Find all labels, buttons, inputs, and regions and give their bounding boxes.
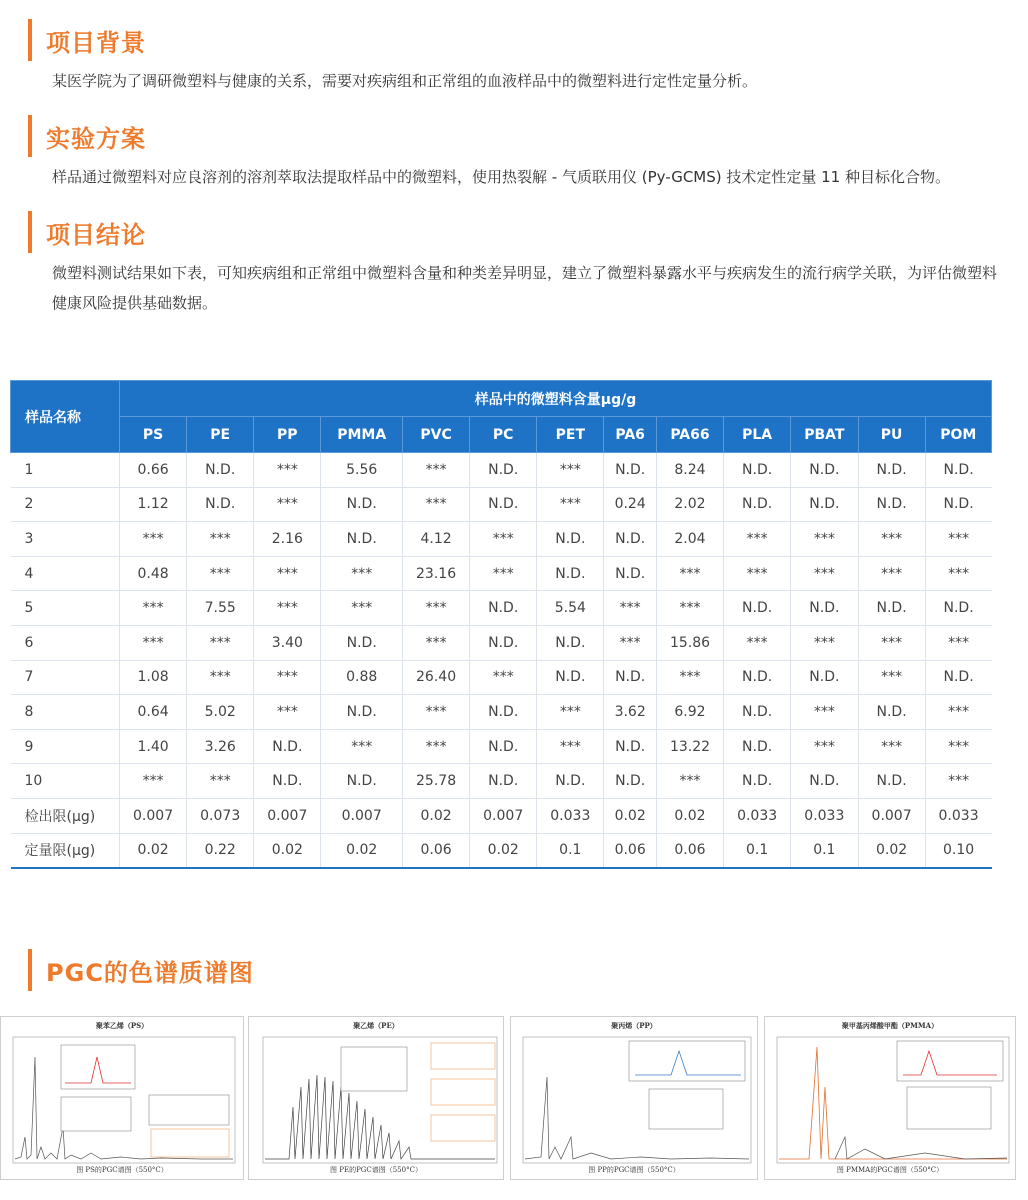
- table-cell: 3.26: [187, 729, 254, 764]
- table-cell: 0.66: [120, 453, 187, 488]
- table-cell: 0.48: [120, 556, 187, 591]
- table-cell: ***: [604, 591, 657, 626]
- table-cell: ***: [791, 556, 858, 591]
- table-cell: ***: [724, 556, 791, 591]
- table-cell: N.D.: [470, 695, 537, 730]
- table-cell: N.D.: [604, 522, 657, 557]
- table-cell: ***: [187, 625, 254, 660]
- table-cell: 0.10: [925, 833, 991, 868]
- table-cell: ***: [925, 729, 991, 764]
- table-cell: 2.16: [254, 522, 321, 557]
- table-cell: 0.06: [604, 833, 657, 868]
- table-cell: 3.62: [604, 695, 657, 730]
- table-cell: N.D.: [604, 764, 657, 799]
- section-text: 样品通过微塑料对应良溶剂的溶剂萃取法提取样品中的微塑料，使用热裂解 - 气质联用仪 (Py-GCMS) 技术定性定量 11 种目标化合物。: [52, 168, 950, 186]
- table-cell: 0.22: [187, 833, 254, 868]
- table-cell: ***: [656, 764, 723, 799]
- column-header: PVC: [403, 417, 470, 453]
- table-cell: ***: [925, 556, 991, 591]
- table-cell: 0.033: [925, 798, 991, 833]
- heading-accent-bar: [28, 115, 32, 157]
- table-cell: ***: [321, 556, 403, 591]
- sample-name-cell: 7: [11, 660, 120, 695]
- table-cell: ***: [254, 556, 321, 591]
- table-cell: N.D.: [858, 487, 925, 522]
- heading-accent-bar: [28, 949, 32, 991]
- table-cell: 4.12: [403, 522, 470, 557]
- section-plan: [28, 114, 1008, 192]
- table-cell: ***: [925, 625, 991, 660]
- table-cell: N.D.: [254, 764, 321, 799]
- table-cell: N.D.: [724, 695, 791, 730]
- table-row: [11, 798, 992, 833]
- table-cell: N.D.: [254, 729, 321, 764]
- table-cell: 1.08: [120, 660, 187, 695]
- sample-name-cell: 5: [11, 591, 120, 626]
- table-cell: N.D.: [604, 453, 657, 488]
- table-cell: ***: [858, 522, 925, 557]
- table-cell: 0.02: [403, 798, 470, 833]
- chromatogram-image: [249, 1017, 504, 1180]
- sample-name-cell: 2: [11, 487, 120, 522]
- section-text: 微塑料测试结果如下表，可知疾病组和正常组中微塑料含量和种类差异明显，建立了微塑料暴露水平与疾病发生的流行病学关联，为评估微塑料健康风险提供基础数据。: [52, 264, 998, 312]
- table-cell: N.D.: [187, 453, 254, 488]
- table-cell: ***: [858, 625, 925, 660]
- table-cell: ***: [656, 660, 723, 695]
- heading-accent-bar: [28, 19, 32, 61]
- table-cell: 0.06: [403, 833, 470, 868]
- table-cell: N.D.: [925, 487, 991, 522]
- chromatogram-gallery: [0, 1016, 1028, 1180]
- chromatogram-image: [765, 1017, 1016, 1180]
- column-header: PP: [254, 417, 321, 453]
- table-cell: ***: [604, 625, 657, 660]
- table-cell: N.D.: [470, 591, 537, 626]
- table-cell: N.D.: [537, 625, 604, 660]
- table-cell: 0.06: [656, 833, 723, 868]
- table-cell: ***: [187, 764, 254, 799]
- table-cell: ***: [321, 729, 403, 764]
- table-cell: ***: [537, 695, 604, 730]
- table-row: [11, 625, 992, 660]
- table-row: [11, 591, 992, 626]
- table-cell: 2.02: [656, 487, 723, 522]
- chromatogram-caption: 图 PP的PGC谱图（550°C）: [588, 1166, 680, 1174]
- table-cell: ***: [254, 695, 321, 730]
- chromatogram-caption: 图 PMMA的PGC谱图（550°C）: [836, 1166, 944, 1174]
- column-header: POM: [925, 417, 991, 453]
- table-row: [11, 660, 992, 695]
- table-cell: 0.02: [470, 833, 537, 868]
- table-cell: N.D.: [537, 660, 604, 695]
- column-header: PLA: [724, 417, 791, 453]
- table-cell: ***: [470, 522, 537, 557]
- table-cell: ***: [403, 591, 470, 626]
- column-header: PET: [537, 417, 604, 453]
- heading-accent-bar: [28, 211, 32, 253]
- table-cell: N.D.: [724, 453, 791, 488]
- table-cell: ***: [537, 453, 604, 488]
- table-cell: N.D.: [470, 729, 537, 764]
- section-heading: [28, 948, 1008, 992]
- table-cell: N.D.: [321, 625, 403, 660]
- chromatogram-caption: 图 PE的PGC谱图（550°C）: [330, 1166, 422, 1174]
- table-cell: N.D.: [791, 487, 858, 522]
- table-cell: ***: [537, 729, 604, 764]
- table-cell: N.D.: [604, 660, 657, 695]
- table-cell: 0.033: [724, 798, 791, 833]
- table-row: [11, 556, 992, 591]
- table-cell: ***: [187, 556, 254, 591]
- sample-name-cell: 定量限(μg): [11, 833, 120, 868]
- content-group-header: 样品中的微塑料含量μg/g: [120, 381, 992, 417]
- chromatogram-caption: 图 PS的PGC谱图（550°C）: [76, 1166, 168, 1174]
- table-cell: 2.04: [656, 522, 723, 557]
- column-header: PS: [120, 417, 187, 453]
- table-cell: 0.02: [120, 833, 187, 868]
- table-cell: ***: [858, 556, 925, 591]
- table-cell: N.D.: [858, 764, 925, 799]
- sample-name-cell: 3: [11, 522, 120, 557]
- table-cell: 0.1: [724, 833, 791, 868]
- table-cell: ***: [925, 695, 991, 730]
- table-cell: 0.1: [791, 833, 858, 868]
- table-cell: ***: [120, 522, 187, 557]
- table-cell: 3.40: [254, 625, 321, 660]
- table-cell: 0.02: [858, 833, 925, 868]
- table-row: [11, 764, 992, 799]
- column-header: PA6: [604, 417, 657, 453]
- table-cell: ***: [120, 591, 187, 626]
- table-cell: 7.55: [187, 591, 254, 626]
- chromatogram-image: [1, 1017, 244, 1180]
- table-cell: ***: [858, 660, 925, 695]
- table-cell: 23.16: [403, 556, 470, 591]
- section-pgc: [28, 948, 1008, 992]
- column-header: PU: [858, 417, 925, 453]
- table-cell: 0.88: [321, 660, 403, 695]
- table-cell: ***: [254, 487, 321, 522]
- table-cell: N.D.: [604, 556, 657, 591]
- column-header: PBAT: [791, 417, 858, 453]
- table-cell: 6.92: [656, 695, 723, 730]
- section-title: 项目背景: [46, 28, 146, 57]
- section-heading: [28, 114, 1008, 158]
- table-cell: 0.033: [791, 798, 858, 833]
- table-cell: N.D.: [537, 764, 604, 799]
- section-text: 某医学院为了调研微塑料与健康的关系，需要对疾病组和正常组的血液样品中的微塑料进行定性定量分析。: [52, 72, 758, 90]
- table-cell: N.D.: [470, 764, 537, 799]
- column-header-row: [11, 417, 992, 453]
- table-cell: ***: [656, 556, 723, 591]
- table-cell: 0.007: [470, 798, 537, 833]
- table-row: [11, 487, 992, 522]
- table-cell: N.D.: [724, 764, 791, 799]
- chromatogram-title: 聚苯乙烯（PS）: [95, 1021, 149, 1030]
- table-cell: 0.007: [120, 798, 187, 833]
- table-cell: N.D.: [925, 453, 991, 488]
- table-cell: ***: [254, 591, 321, 626]
- table-cell: 0.02: [604, 798, 657, 833]
- table-cell: ***: [403, 625, 470, 660]
- table-cell: ***: [470, 556, 537, 591]
- table-cell: 8.24: [656, 453, 723, 488]
- table-cell: ***: [858, 729, 925, 764]
- table-cell: N.D.: [470, 487, 537, 522]
- table-cell: ***: [537, 487, 604, 522]
- chromatogram-title: 聚甲基丙烯酸甲酯（PMMA）: [841, 1021, 939, 1030]
- table-cell: 0.1: [537, 833, 604, 868]
- column-header: PMMA: [321, 417, 403, 453]
- section-conclusion: [28, 210, 1008, 318]
- table-cell: 0.02: [656, 798, 723, 833]
- table-cell: 26.40: [403, 660, 470, 695]
- table-cell: ***: [791, 522, 858, 557]
- section-title: 项目结论: [46, 220, 146, 249]
- table-cell: ***: [187, 660, 254, 695]
- sample-name-cell: 9: [11, 729, 120, 764]
- table-cell: N.D.: [321, 487, 403, 522]
- table-body: [11, 453, 992, 868]
- table-cell: 0.02: [254, 833, 321, 868]
- table-cell: ***: [403, 695, 470, 730]
- chromatogram-pmma: [764, 1016, 1016, 1180]
- table-cell: N.D.: [791, 591, 858, 626]
- table-cell: N.D.: [925, 591, 991, 626]
- table-cell: N.D.: [537, 522, 604, 557]
- table-cell: 13.22: [656, 729, 723, 764]
- chromatogram-title: 聚乙烯（PE）: [353, 1021, 399, 1030]
- table-cell: N.D.: [724, 660, 791, 695]
- table-cell: ***: [321, 591, 403, 626]
- table-cell: N.D.: [187, 487, 254, 522]
- table-cell: N.D.: [321, 522, 403, 557]
- table-cell: N.D.: [858, 695, 925, 730]
- table-cell: N.D.: [537, 556, 604, 591]
- section-heading: [28, 210, 1008, 254]
- section-heading: [28, 18, 1008, 62]
- sample-name-cell: 8: [11, 695, 120, 730]
- table-row: [11, 695, 992, 730]
- table-row: [11, 522, 992, 557]
- sample-name-cell: 6: [11, 625, 120, 660]
- sample-name-header: 样品名称: [11, 381, 120, 453]
- table-cell: N.D.: [791, 660, 858, 695]
- table-cell: N.D.: [321, 695, 403, 730]
- table-cell: N.D.: [858, 453, 925, 488]
- sample-name-cell: 1: [11, 453, 120, 488]
- table-cell: N.D.: [724, 729, 791, 764]
- table-cell: N.D.: [724, 591, 791, 626]
- table-cell: 5.54: [537, 591, 604, 626]
- table-cell: 0.02: [321, 833, 403, 868]
- table-cell: 1.12: [120, 487, 187, 522]
- table-cell: 25.78: [403, 764, 470, 799]
- table-cell: 15.86: [656, 625, 723, 660]
- microplastics-table: [10, 380, 992, 869]
- section-title: 实验方案: [46, 124, 146, 153]
- table-cell: 0.073: [187, 798, 254, 833]
- column-header: PE: [187, 417, 254, 453]
- table-row: [11, 833, 992, 868]
- table-cell: ***: [925, 522, 991, 557]
- column-header: PA66: [656, 417, 723, 453]
- table-cell: ***: [254, 660, 321, 695]
- table-cell: 0.64: [120, 695, 187, 730]
- table-cell: N.D.: [791, 764, 858, 799]
- table-cell: 0.033: [537, 798, 604, 833]
- table-cell: ***: [403, 729, 470, 764]
- table-cell: N.D.: [791, 453, 858, 488]
- table-cell: ***: [791, 729, 858, 764]
- table-cell: ***: [254, 453, 321, 488]
- sample-name-cell: 4: [11, 556, 120, 591]
- table-cell: 0.007: [858, 798, 925, 833]
- table-cell: 5.56: [321, 453, 403, 488]
- table-cell: 1.40: [120, 729, 187, 764]
- table-cell: ***: [724, 522, 791, 557]
- table-cell: ***: [791, 695, 858, 730]
- table-cell: ***: [187, 522, 254, 557]
- table-cell: ***: [656, 591, 723, 626]
- sample-name-cell: 10: [11, 764, 120, 799]
- chromatogram-pe: [248, 1016, 504, 1180]
- chromatogram-ps: [0, 1016, 244, 1180]
- table-row: [11, 729, 992, 764]
- table-cell: ***: [925, 764, 991, 799]
- table-cell: 0.007: [321, 798, 403, 833]
- table-cell: 0.007: [254, 798, 321, 833]
- table-cell: N.D.: [925, 660, 991, 695]
- table-cell: N.D.: [724, 487, 791, 522]
- table-cell: ***: [403, 453, 470, 488]
- table-cell: N.D.: [321, 764, 403, 799]
- table-cell: ***: [724, 625, 791, 660]
- table-cell: ***: [791, 625, 858, 660]
- table-cell: 5.02: [187, 695, 254, 730]
- table-cell: N.D.: [604, 729, 657, 764]
- table-cell: N.D.: [858, 591, 925, 626]
- sample-name-cell: 检出限(μg): [11, 798, 120, 833]
- section-background: [28, 18, 1008, 96]
- table-cell: N.D.: [470, 453, 537, 488]
- chromatogram-image: [511, 1017, 758, 1180]
- table-cell: ***: [403, 487, 470, 522]
- chromatogram-pp: [510, 1016, 758, 1180]
- table-cell: N.D.: [470, 625, 537, 660]
- column-header: PC: [470, 417, 537, 453]
- table-row: [11, 453, 992, 488]
- chromatogram-title: 聚丙烯（PP）: [611, 1021, 657, 1030]
- table-cell: 0.24: [604, 487, 657, 522]
- table-cell: ***: [470, 660, 537, 695]
- section-title: PGC的色谱质谱图: [46, 958, 254, 987]
- table-cell: ***: [120, 764, 187, 799]
- table-cell: ***: [120, 625, 187, 660]
